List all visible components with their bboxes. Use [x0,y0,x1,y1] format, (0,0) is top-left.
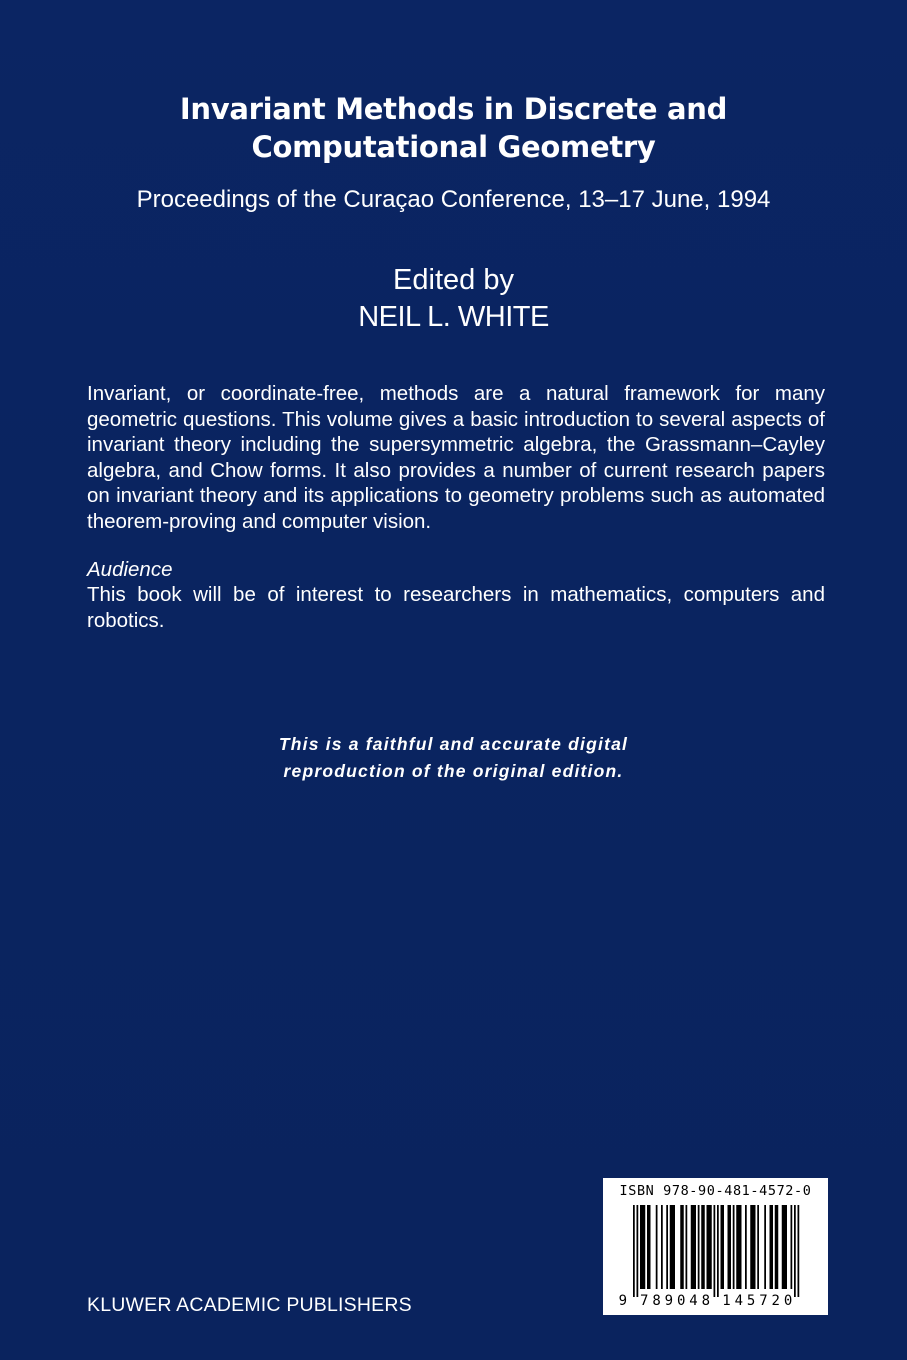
barcode-bar [680,1205,684,1289]
barcode-bar [707,1205,712,1289]
barcode-bar [714,1205,716,1297]
barcode-bar [770,1205,774,1289]
barcode-bar [782,1205,787,1289]
barcode-bar [661,1205,663,1289]
barcode-bar [701,1205,705,1289]
book-title [60,90,847,166]
barcode-bar [647,1205,651,1289]
edited-by-label: Edited by [393,264,514,296]
description-paragraph: Invariant, or coordinate-free, methods are a natural framework for many geometric questions. This volume gives a basic introduction to several aspects of invariant theory including the supersymmetric algebra, the Grassmann–Cayley algebra, and Chow forms. It also provides a number of current research papers on invariant theory and its applications to geometry problems such as automated theorem-proving and computer vision. [87,382,825,533]
isbn-barcode-box [603,1178,828,1315]
barcode-graphic [603,1178,828,1315]
barcode-bar [791,1205,793,1289]
reproduction-note-line-2: reproduction of the original edition. [283,761,624,781]
barcode-bar [794,1205,796,1297]
barcode-bar [670,1205,675,1289]
barcode-bar [666,1205,668,1289]
book-title-line-1: Invariant Methods in Discrete and [179,92,728,126]
barcode-bar [764,1205,766,1289]
barcode-bar [736,1205,741,1289]
barcode-bar [656,1205,658,1289]
barcode-bar [775,1205,779,1289]
publisher-name: KLUWER ACADEMIC PUBLISHERS [87,1294,412,1316]
barcode-bar [717,1205,719,1297]
audience-heading: Audience [87,558,173,581]
barcode-digit-text: 145720 [722,1293,793,1309]
barcode-bar [633,1205,635,1297]
barcode-bar [728,1205,732,1289]
barcode-digit-text: 789048 [640,1293,710,1309]
reproduction-note [200,731,707,785]
barcode-bar [691,1205,696,1289]
barcode-bar [640,1205,645,1289]
barcode-bars [633,1205,799,1297]
barcode-bar [698,1205,700,1289]
barcode-bar [757,1205,759,1289]
barcode-bar [750,1205,755,1289]
barcode-digits [619,1293,793,1309]
barcode-bar [798,1205,800,1297]
editor-name: NEIL L. WHITE [358,301,549,333]
audience-paragraph: This book will be of interest to researchers in mathematics, computers and robotics. [87,583,825,632]
barcode-bar [721,1205,725,1289]
isbn-label: ISBN 978-90-481-4572-0 [619,1183,812,1199]
barcode-bar [733,1205,735,1289]
barcode-bar [637,1205,639,1297]
barcode-digit-text: 9 [618,1293,627,1309]
book-subtitle: Proceedings of the Curaçao Conference, 13–17 June, 1994 [136,186,771,213]
reproduction-note-line-1: This is a faithful and accurate digital [278,734,629,754]
book-title-line-2: Computational Geometry [251,130,656,164]
barcode-bar [686,1205,688,1289]
barcode-bar [745,1205,747,1289]
